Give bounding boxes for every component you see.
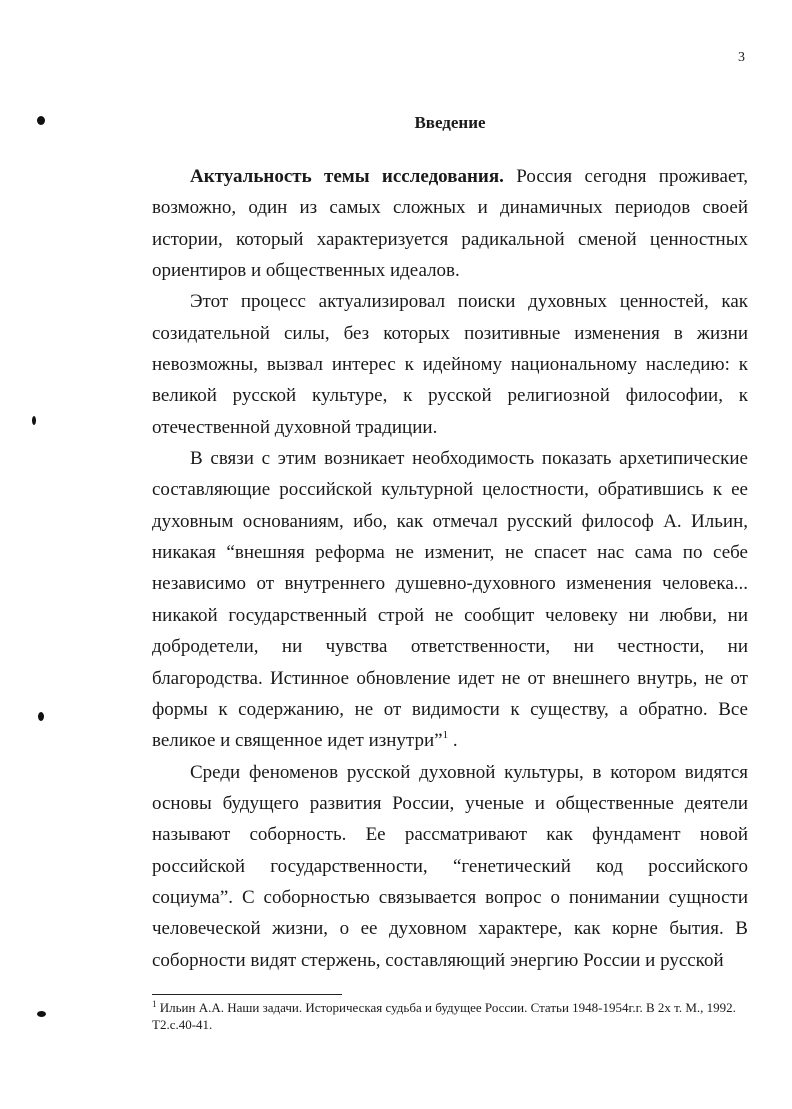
paragraph-1 xyxy=(152,161,748,286)
paragraph-lead: Актуальность темы исследования. xyxy=(190,166,504,187)
paragraph-text: Россия сегодня проживает, возможно, один из самых сложных и динамичных периодов своей истории, который характеризуется радикальной сменой ценностных ориентиров и общественных идеалов. xyxy=(152,166,748,282)
footnote-reference: 1 xyxy=(442,729,449,742)
paragraph-4 xyxy=(152,757,748,976)
footnote-separator xyxy=(152,994,342,995)
paragraph-tail: . xyxy=(448,730,458,752)
scan-mark xyxy=(38,712,44,721)
paragraph-text: Этот процесс актуализировал поиски духовных ценностей, как созидательной силы, без которых позитивные изменения в жизни невозможны, вызвал интерес к идейному национальному наследию: к великой русской культуре, к русской религиозной философии, к отечественной духовной традиции. xyxy=(152,291,748,438)
page-title: Введение xyxy=(414,113,486,132)
body-text xyxy=(152,161,748,976)
footnote xyxy=(152,999,748,1033)
footnote-text: Ильин А.А. Наши задачи. Историческая судьба и будущее России. Статьи 1948-1954г.г. В 2х т. М., 1992. Т2.с.40-41. xyxy=(152,1000,736,1032)
page-number: 3 xyxy=(738,50,745,65)
paragraph-3 xyxy=(152,443,748,756)
scan-mark xyxy=(32,416,36,425)
scan-mark xyxy=(37,116,45,125)
footnote-number: 1 xyxy=(152,999,157,1009)
scan-mark xyxy=(37,1011,46,1017)
paragraph-2 xyxy=(152,286,748,443)
paragraph-text: В связи с этим возникает необходимость показать архетипические составляющие российской культурной целостности, обратившись к ее духовным основаниям, ибо, как отмечал русский философ А. Ильин, никакая “внешняя реформа не изменит, не спасет нас сама по себе независимо от внутреннего душевно-духовного изменения человека... никакой государственный строй не сообщит человеку ни любви, ни добродетели, ни чувства ответственности, ни честности, ни благородства. Истинное обновление идет не от внешнего внутрь, не от формы к содержанию, не от видимости к существу, а обратно. Все великое и священное идет изнутри” xyxy=(152,448,748,752)
paragraph-text: Среди феноменов русской духовной культуры, в котором видятся основы будущего развития России, ученые и общественные деятели называют соборность. Ее рассматривают как фундамент новой российской государственности, “генетический код российского социума”. С соборностью связывается вопрос о понимании сущности человеческой жизни, о ее духовном характере, как корне бытия. В соборности видят стержень, составляющий энергию России и русской xyxy=(152,761,748,971)
